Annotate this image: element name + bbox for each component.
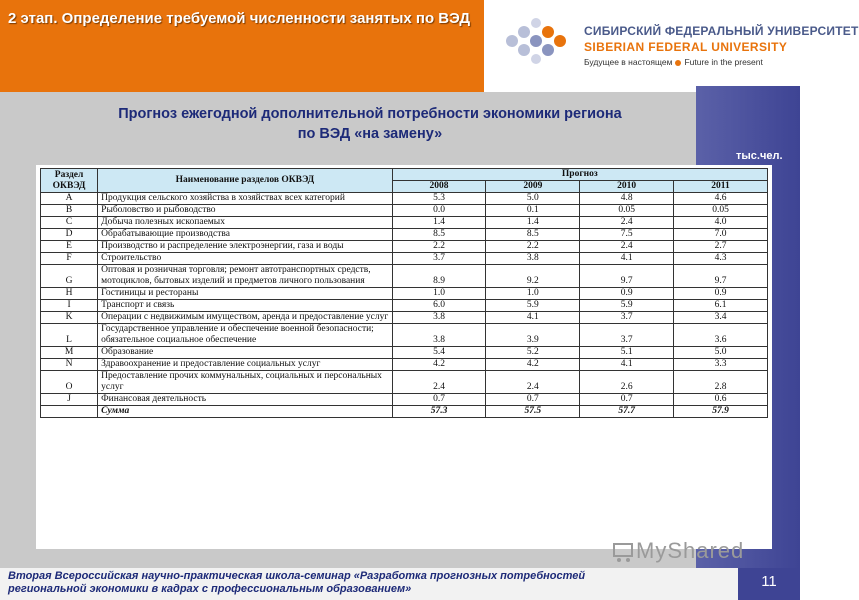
row-value: 3.4 [674,312,768,324]
forecast-table [40,168,768,418]
row-value: 5.2 [486,347,580,359]
row-code: C [41,217,98,229]
heading-line-2: по ВЭД «на замену» [297,126,443,142]
total-label: Сумма [98,406,392,418]
row-value: 7.5 [580,229,674,241]
tagline-en: Future in the present [684,57,763,67]
row-code: N [41,359,98,371]
table-row [41,347,768,359]
row-name: Рыболовство и рыбоводство [98,205,392,217]
header-forecast: Прогноз [392,169,767,181]
header-year: 2008 [392,181,486,193]
row-value: 4.1 [580,253,674,265]
row-value: 0.1 [486,205,580,217]
table-total-row [41,406,768,418]
row-value: 5.3 [392,193,486,205]
table-row [41,193,768,205]
row-value: 5.4 [392,347,486,359]
logo-text-en: SIBERIAN FEDERAL UNIVERSITY [584,40,788,54]
row-value: 0.0 [392,205,486,217]
row-value: 3.8 [486,253,580,265]
row-value: 7.0 [674,229,768,241]
row-value: 2.2 [392,241,486,253]
table-row [41,371,768,394]
row-name: Образование [98,347,392,359]
row-value: 2.4 [392,371,486,394]
row-value: 5.9 [580,300,674,312]
sfu-logo-icon [498,14,578,68]
row-value: 8.5 [486,229,580,241]
row-value: 4.6 [674,193,768,205]
row-value: 0.05 [580,205,674,217]
row-value: 9.7 [580,265,674,288]
row-name: Финансовая деятельность [98,394,392,406]
row-value: 0.6 [674,394,768,406]
total-value: 57.9 [674,406,768,418]
row-name: Обрабатывающие производства [98,229,392,241]
row-value: 9.2 [486,265,580,288]
heading-line-1: Прогноз ежегодной дополнительной потребности экономики региона [118,106,622,122]
table-row [41,205,768,217]
table-row [41,265,768,288]
row-value: 1.0 [392,288,486,300]
row-name: Производство и распределение электроэнергии, газа и воды [98,241,392,253]
header-code: Раздел ОКВЭД [41,169,98,193]
page-number: 11 [761,573,777,590]
row-code: F [41,253,98,265]
watermark-cart-icon [612,541,636,563]
row-name: Гостиницы и рестораны [98,288,392,300]
row-value: 4.0 [674,217,768,229]
row-name: Транспорт и связь [98,300,392,312]
row-value: 2.6 [580,371,674,394]
row-value: 0.9 [674,288,768,300]
row-code: D [41,229,98,241]
table-row [41,288,768,300]
row-value: 4.1 [486,312,580,324]
slide-title: 2 этап. Определение требуемой численности занятых по ВЭД [8,10,471,27]
row-value: 4.8 [580,193,674,205]
row-code: K [41,312,98,324]
row-value: 3.8 [392,324,486,347]
footer-text [8,570,728,596]
row-name: Добыча полезных ископаемых [98,217,392,229]
row-value: 3.7 [580,324,674,347]
row-value: 2.4 [580,217,674,229]
row-value: 2.4 [486,371,580,394]
row-value: 1.4 [392,217,486,229]
total-value: 57.5 [486,406,580,418]
row-name: Операции с недвижимым имуществом, аренда и предоставление услуг [98,312,392,324]
row-value: 8.9 [392,265,486,288]
row-value: 2.2 [486,241,580,253]
row-code: O [41,371,98,394]
footer-line-2: региональной экономики в кадрах с профессиональным образованием» [8,583,412,595]
row-code: A [41,193,98,205]
total-value: 57.7 [580,406,674,418]
table-body [41,193,768,418]
row-name: Оптовая и розничная торговля; ремонт автотранспортных средств, мотоциклов, бытовых изделий и предметов личного пользования [98,265,392,288]
logo-tagline [584,57,763,67]
header-year: 2011 [674,181,768,193]
row-value: 3.8 [392,312,486,324]
row-code: G [41,265,98,288]
row-value: 0.7 [392,394,486,406]
row-value: 8.5 [392,229,486,241]
total-value: 57.3 [392,406,486,418]
row-name: Строительство [98,253,392,265]
table-row [41,229,768,241]
row-value: 3.6 [674,324,768,347]
table-row [41,394,768,406]
row-name: Государственное управление и обеспечение военной безопасности; обязательное социальное обеспечение [98,324,392,347]
row-code: E [41,241,98,253]
row-value: 4.2 [486,359,580,371]
row-name: Предоставление прочих коммунальных, социальных и персональных услуг [98,371,392,394]
row-value: 0.05 [674,205,768,217]
slide-heading [40,104,700,144]
row-value: 0.7 [580,394,674,406]
forecast-table-panel [36,165,772,549]
table-row [41,241,768,253]
footer-line-1: Вторая Всероссийская научно-практическая школа-семинар «Разработка прогнозных потребностей [8,570,586,582]
table-row [41,312,768,324]
row-value: 2.7 [674,241,768,253]
header-year: 2010 [580,181,674,193]
total-code [41,406,98,418]
bullet-dot-icon [675,60,681,66]
header-name: Наименование разделов ОКВЭД [98,169,392,193]
row-value: 1.4 [486,217,580,229]
row-value: 5.0 [674,347,768,359]
row-value: 3.7 [392,253,486,265]
row-code: H [41,288,98,300]
row-code: L [41,324,98,347]
row-value: 3.9 [486,324,580,347]
row-code: M [41,347,98,359]
row-code: J [41,394,98,406]
row-value: 6.1 [674,300,768,312]
header-year: 2009 [486,181,580,193]
row-value: 4.2 [392,359,486,371]
row-value: 5.9 [486,300,580,312]
table-row [41,253,768,265]
row-name: Продукция сельского хозяйства в хозяйствах всех категорий [98,193,392,205]
table-row [41,300,768,312]
row-value: 0.9 [580,288,674,300]
row-code: B [41,205,98,217]
table-row [41,324,768,347]
row-value: 2.4 [580,241,674,253]
row-value: 5.1 [580,347,674,359]
row-value: 4.3 [674,253,768,265]
logo-text-ru: СИБИРСКИЙ ФЕДЕРАЛЬНЫЙ УНИВЕРСИТЕТ [584,24,859,38]
row-value: 0.7 [486,394,580,406]
row-value: 2.8 [674,371,768,394]
units-label: тыс.чел. [736,150,783,162]
row-code: I [41,300,98,312]
row-value: 6.0 [392,300,486,312]
row-value: 1.0 [486,288,580,300]
university-logo [484,0,859,86]
row-value: 5.0 [486,193,580,205]
tagline-ru: Будущее в настоящем [584,57,673,67]
table-row [41,217,768,229]
row-value: 9.7 [674,265,768,288]
table-row [41,359,768,371]
row-value: 3.3 [674,359,768,371]
watermark-text: MyShared [636,538,745,563]
row-name: Здравоохранение и предоставление социальных услуг [98,359,392,371]
row-value: 4.1 [580,359,674,371]
row-value: 3.7 [580,312,674,324]
